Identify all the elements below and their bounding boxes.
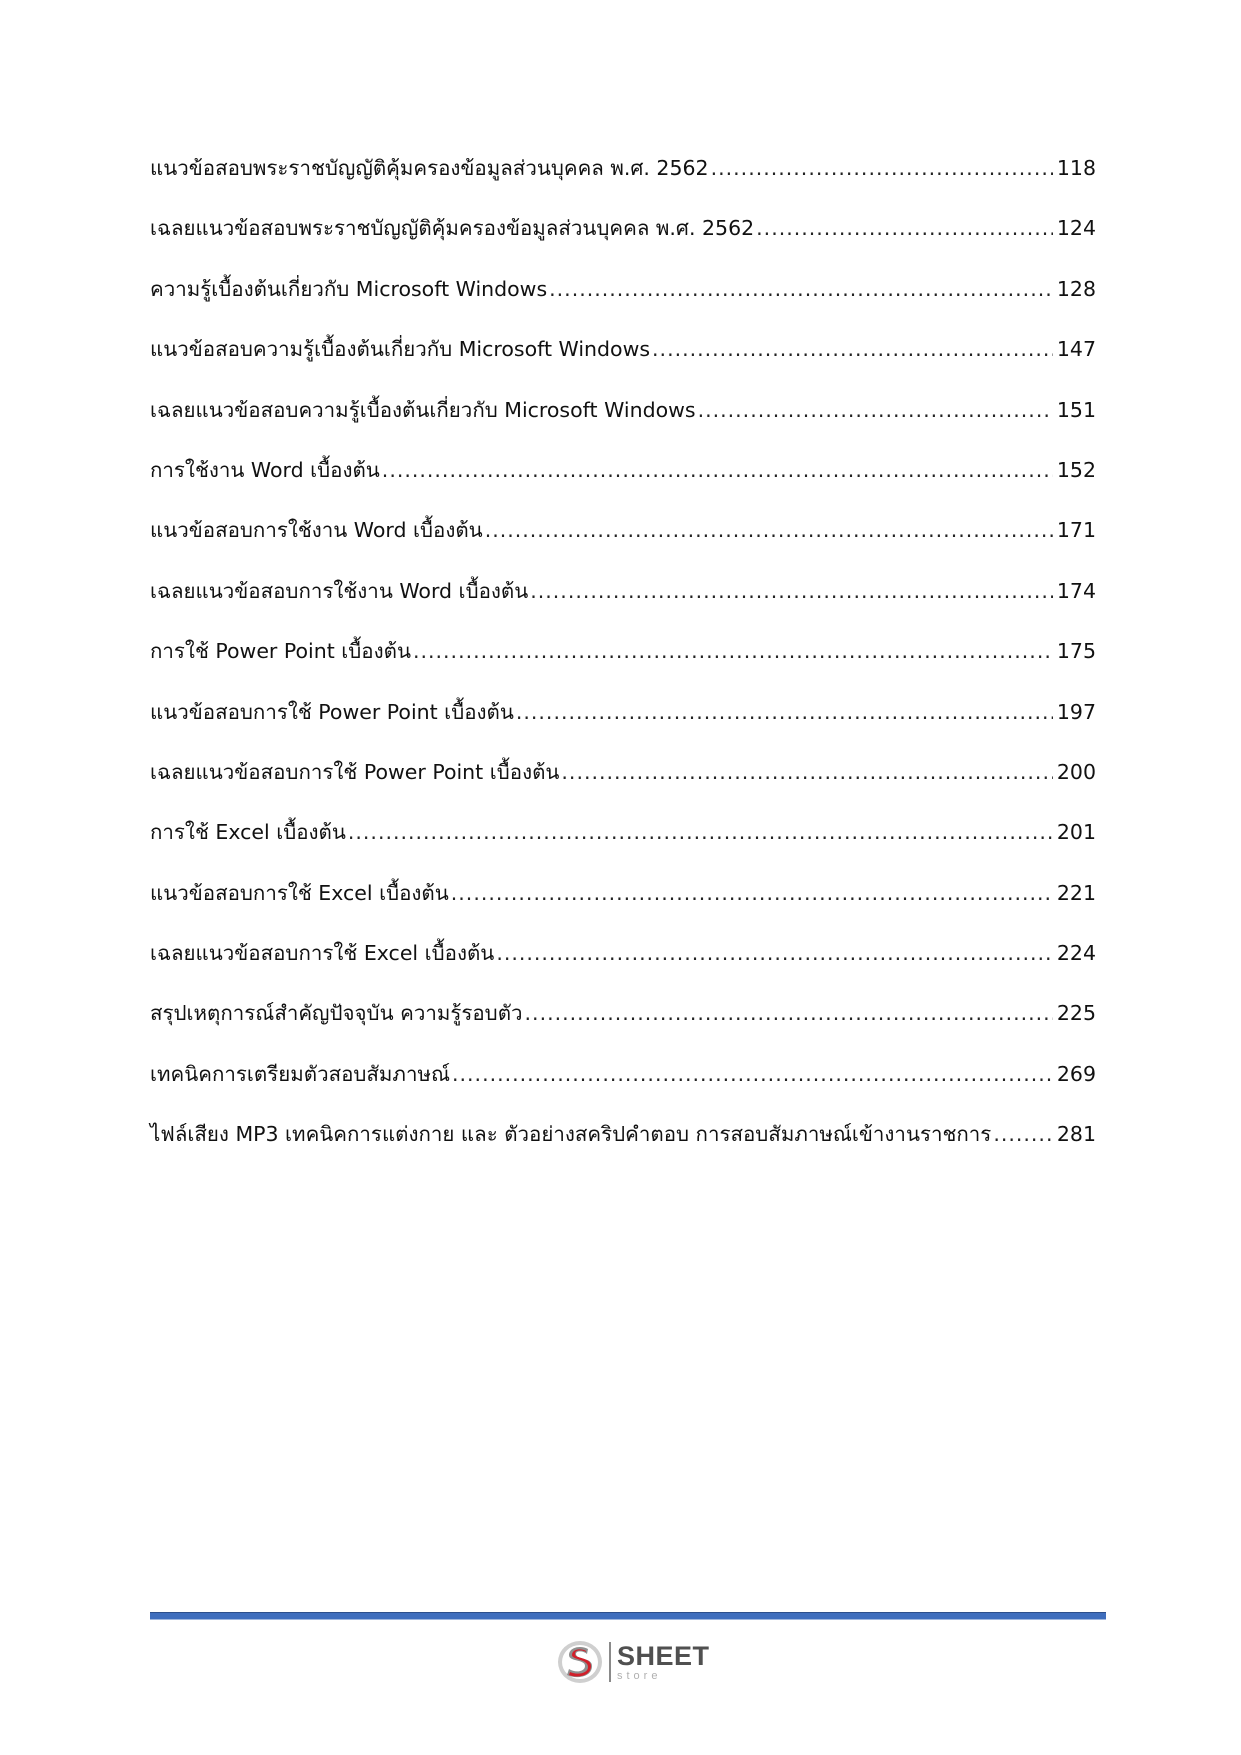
toc-entry-page: 174 [1056,578,1096,603]
toc-entry-title: เฉลยแนวข้อสอบการใช้ Power Point เบื้องต้น [150,759,560,784]
sheet-store-s-logo-icon [555,1637,605,1687]
toc-entry-page: 118 [1056,156,1096,180]
toc-entry-page: 147 [1056,337,1096,362]
toc-entry-title: แนวข้อสอบการใช้งาน Word เบื้องต้น [150,518,483,543]
toc-entry[interactable] [150,274,1096,334]
toc-entry[interactable] [150,1059,1096,1119]
toc-entry[interactable] [150,455,1096,515]
toc-dot-leader [698,395,1053,425]
toc-entry-title: ไฟล์เสียง MP3 เทคนิคการแต่งกาย และ ตัวอย่างสคริปคำตอบ การสอบสัมภาษณ์เข้างานราชการ [150,1122,992,1147]
toc-entry-title: เฉลยแนวข้อสอบความรู้เบื้องต้นเกี่ยวกับ Microsoft Windows [150,397,696,422]
toc-entry-page: 201 [1056,820,1096,845]
toc-entry-page: 175 [1056,639,1096,664]
footer-logo [555,1634,710,1690]
toc-entry-title: เทคนิคการเตรียมตัวสอบสัมภาษณ์ [150,1061,450,1086]
toc-entry-title: การใช้ Excel เบื้องต้น [150,820,346,845]
toc-entry[interactable] [150,636,1096,696]
toc-entry-page: 197 [1056,699,1096,724]
table-of-contents [150,153,1096,1180]
toc-entry-title: เฉลยแนวข้อสอบพระราชบัญญัติคุ้มครองข้อมูลส่วนบุคคล พ.ศ. 2562 [150,216,755,241]
toc-entry-title: แนวข้อสอบการใช้ Power Point เบื้องต้น [150,699,514,724]
toc-dot-leader [413,636,1053,666]
toc-dot-leader [993,1119,1053,1149]
toc-dot-leader [516,697,1053,727]
toc-entry-title: เฉลยแนวข้อสอบการใช้งาน Word เบื้องต้น [150,578,529,603]
toc-entry-page: 200 [1056,759,1096,784]
logo-wordmark [617,1640,710,1682]
toc-dot-leader [348,817,1053,847]
footer-divider [150,1612,1106,1620]
toc-entry-title: แนวข้อสอบการใช้ Excel เบื้องต้น [150,880,449,905]
toc-entry[interactable] [150,334,1096,394]
toc-entry-page: 224 [1056,941,1096,966]
toc-dot-leader [451,878,1053,908]
toc-entry-title: แนวข้อสอบพระราชบัญญัติคุ้มครองข้อมูลส่วนบุคคล พ.ศ. 2562 [150,156,709,180]
toc-entry[interactable] [150,153,1096,213]
toc-dot-leader [485,515,1053,545]
toc-entry-title: เฉลยแนวข้อสอบการใช้ Excel เบื้องต้น [150,941,495,966]
toc-entry-title: ความรู้เบื้องต้นเกี่ยวกับ Microsoft Windows [150,276,548,301]
toc-entry[interactable] [150,515,1096,575]
toc-entry-title: แนวข้อสอบความรู้เบื้องต้นเกี่ยวกับ Microsoft Windows [150,337,651,362]
toc-entry[interactable] [150,998,1096,1058]
toc-entry[interactable] [150,576,1096,636]
toc-entry[interactable] [150,213,1096,273]
toc-dot-leader [756,213,1053,243]
toc-entry-page: 128 [1056,276,1096,301]
toc-dot-leader [652,334,1053,364]
logo-divider [609,1642,611,1682]
toc-entry[interactable] [150,395,1096,455]
toc-entry[interactable] [150,757,1096,817]
toc-dot-leader [382,455,1053,485]
logo-subtext: store [617,1669,662,1682]
toc-entry-page: 171 [1056,518,1096,543]
logo-text: SHEET [617,1640,710,1671]
toc-entry-page: 225 [1056,1001,1096,1026]
toc-entry[interactable] [150,697,1096,757]
toc-dot-leader [496,938,1053,968]
toc-entry-page: 124 [1056,216,1096,241]
toc-dot-leader [549,274,1053,304]
toc-entry-title: การใช้งาน Word เบื้องต้น [150,457,380,482]
toc-entry[interactable] [150,1119,1096,1179]
toc-entry-page: 221 [1056,880,1096,905]
toc-entry-page: 269 [1056,1061,1096,1086]
toc-entry-title: การใช้ Power Point เบื้องต้น [150,639,411,664]
toc-entry[interactable] [150,817,1096,877]
toc-dot-leader [525,998,1053,1028]
toc-entry[interactable] [150,938,1096,998]
toc-dot-leader [561,757,1052,787]
toc-entry-page: 151 [1056,397,1096,422]
toc-entry[interactable] [150,878,1096,938]
toc-entry-page: 281 [1056,1122,1096,1147]
toc-entry-title: สรุปเหตุการณ์สำคัญปัจจุบัน ความรู้รอบตัว [150,1001,523,1026]
toc-dot-leader [452,1059,1053,1089]
toc-dot-leader [711,153,1053,183]
toc-entry-page: 152 [1056,457,1096,482]
toc-dot-leader [530,576,1053,606]
